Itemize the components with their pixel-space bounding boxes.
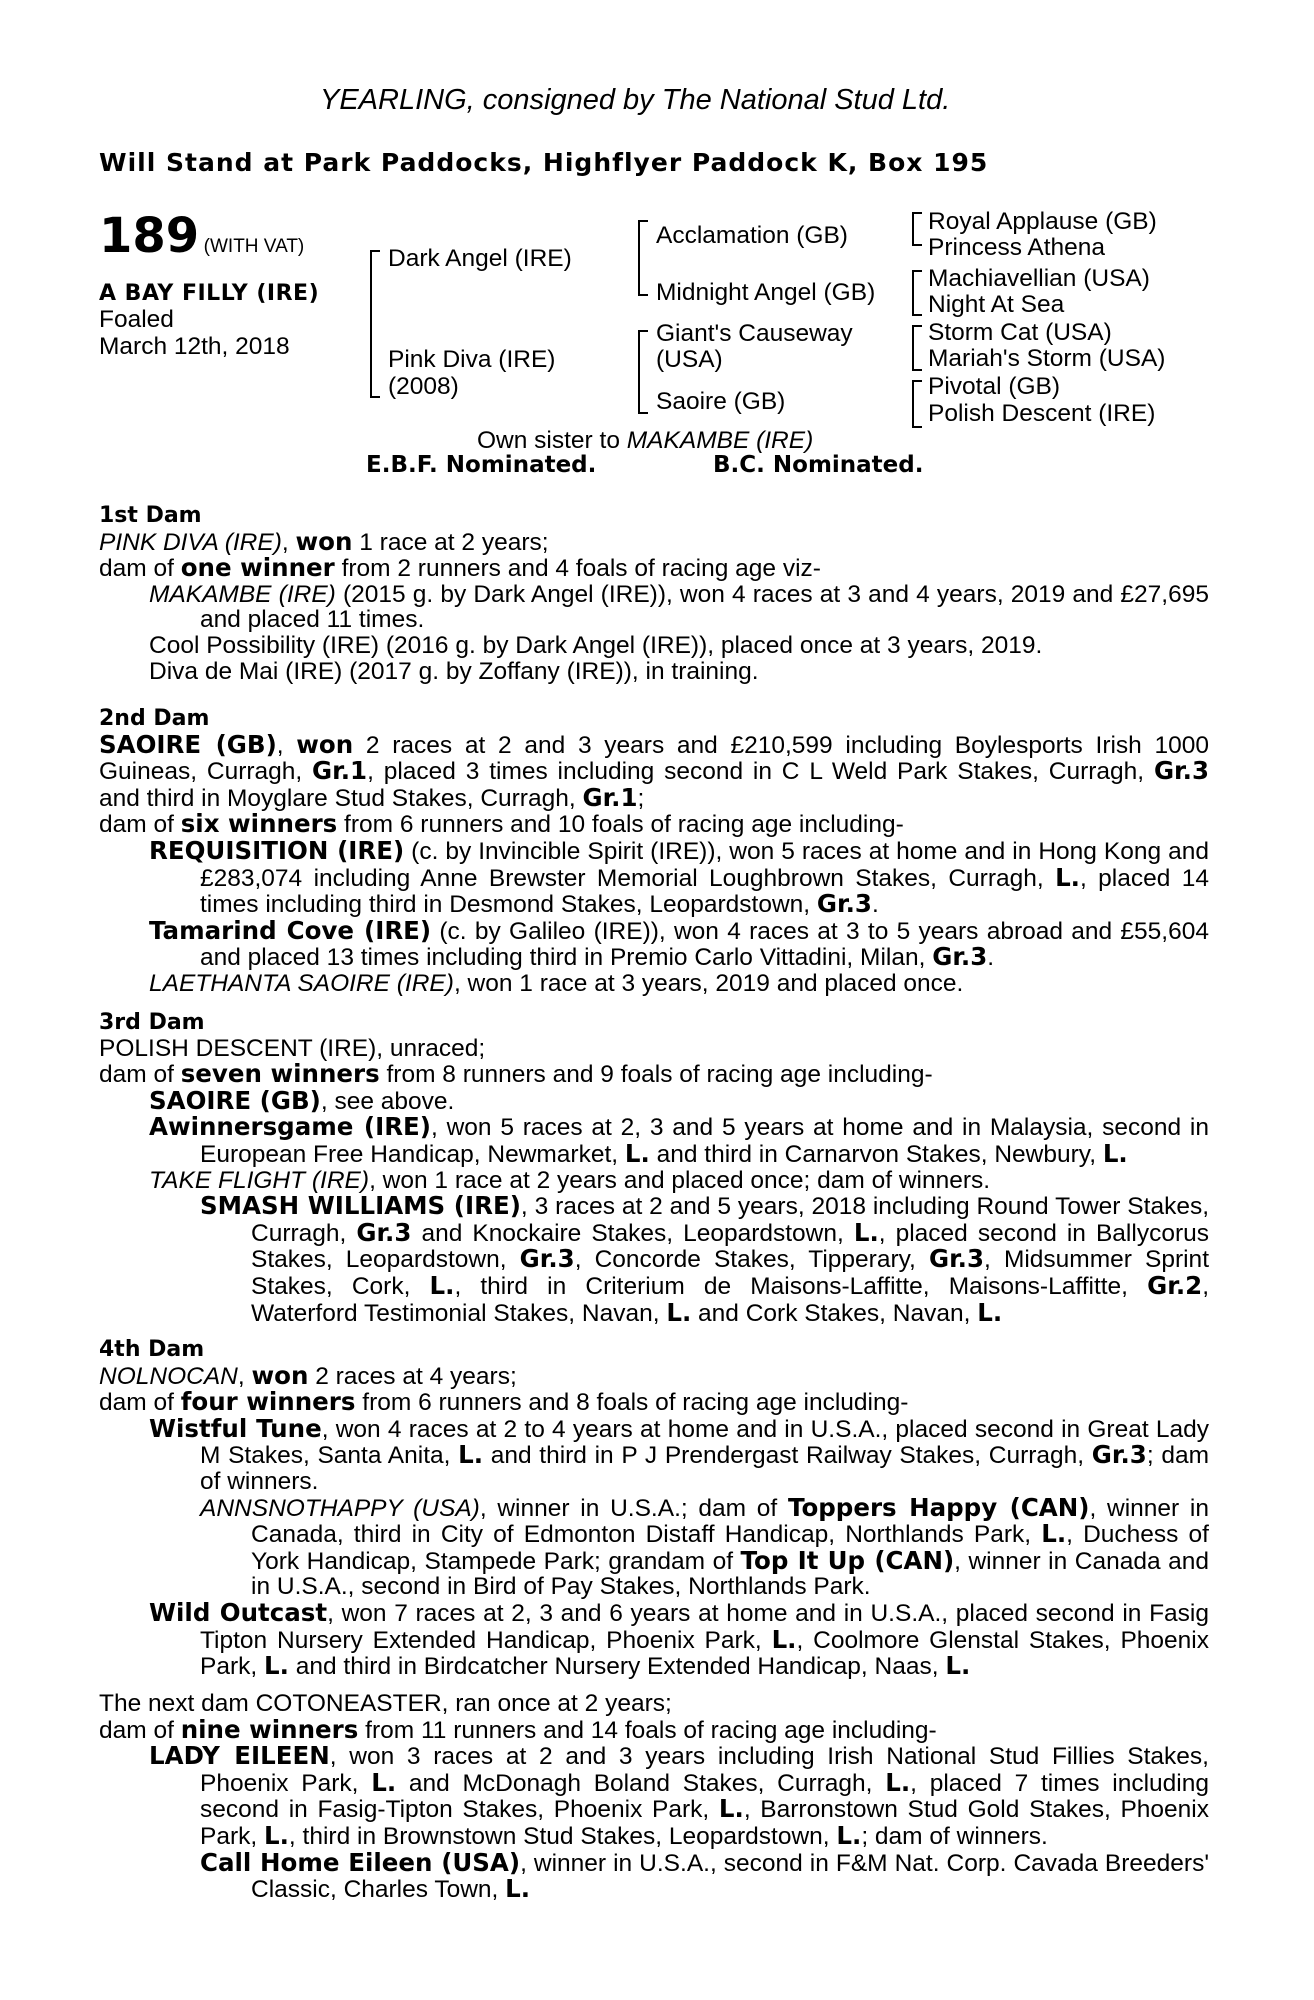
- third-dam-section: [99, 1010, 1209, 1326]
- sire: Dark Angel (IRE): [388, 245, 572, 272]
- pedigree-brace-main: [370, 250, 380, 398]
- ped-ddd: Polish Descent (IRE): [928, 400, 1156, 427]
- dam-record: SAOIRE (GB), won 2 races at 2 and 3 years and £210,599 including Boylesports Irish 1000 Guineas, Curragh, Gr.1, placed 3 times including second in C L Weld Park Stakes, Curragh, Gr.3 and third in Moyglare Stud Stakes, Curragh, Gr.1;: [99, 729, 1210, 812]
- ped-sdd: Night At Sea: [928, 291, 1065, 318]
- own-sister-note: Own sister to MAKAMBE (IRE): [477, 427, 814, 454]
- sire-sire: Acclamation (GB): [656, 222, 848, 249]
- grandproduce-entry: Call Home Eileen (USA), winner in U.S.A., second in F&M Nat. Corp. Cavada Breeders' Classic, Charles Town, L.: [200, 1847, 1209, 1904]
- dam-record: The next dam COTONEASTER, ran once at 2 years;: [99, 1690, 672, 1717]
- ped-dsd: Mariah's Storm (USA): [928, 345, 1166, 372]
- sire-dam: Midnight Angel (GB): [656, 279, 876, 306]
- produce-summary: dam of six winners from 6 runners and 10 foals of racing age including-: [99, 809, 904, 839]
- ped-sss: Royal Applause (GB): [928, 208, 1157, 235]
- dam-year: (2008): [388, 373, 459, 400]
- produce-entry: Wild Outcast, won 7 races at 2, 3 and 6 years at home and in U.S.A., placed second in Fasig Tipton Nursery Extended Handicap, Phoenix Park, L., Coolmore Glenstal Stakes, Phoenix Park, L. and third in Birdcatcher Nursery Extended Handicap, Naas, L.: [149, 1597, 1209, 1681]
- pedigree-brace-2: [912, 270, 922, 316]
- produce-entry: SAOIRE (GB), see above.: [149, 1085, 455, 1115]
- first-dam-section: [99, 503, 1209, 684]
- produce-entry: LADY EILEEN, won 3 races at 2 and 3 years including Irish National Stud Fillies Stakes, Phoenix Park, L. and McDonagh Boland Stakes, Curragh, L., placed 7 times including second in Fasig-Tipton Stakes, Phoenix Park, L., Barronstown Stud Gold Stakes, Phoenix Park, L., third in Brownstown Stud Stakes, Leopardstown, L.; dam of winners.: [149, 1741, 1209, 1850]
- next-dam-section: [99, 1691, 1209, 1903]
- produce-entry: Cool Possibility (IRE) (2016 g. by Dark Angel (IRE)), placed once at 3 years, 2019.: [149, 631, 1043, 659]
- section-heading: 2nd Dam: [99, 706, 210, 731]
- produce-entry: LAETHANTA SAOIRE (IRE), won 1 race at 3 years, 2019 and placed once.: [149, 969, 964, 997]
- fourth-dam-section: [99, 1337, 1209, 1680]
- produce-entry: TAKE FLIGHT (IRE), won 1 race at 2 years and placed once; dam of winners.: [149, 1166, 991, 1194]
- consignor-line: YEARLING, consigned by The National Stud Ltd.: [320, 84, 951, 116]
- produce-summary: dam of seven winners from 8 runners and 9 foals of racing age including-: [99, 1059, 933, 1089]
- section-heading: 1st Dam: [99, 503, 202, 528]
- produce-entry: REQUISITION (IRE) (c. by Invincible Spirit (IRE)), won 5 races at home and in Hong Kong and £283,074 including Anne Brewster Memorial Loughbrown Stakes, Curragh, L., placed 14 times including third in Desmond Stakes, Leopardstown, Gr.3.: [149, 835, 1209, 919]
- section-heading: 4th Dam: [99, 1337, 205, 1362]
- produce-entry: Tamarind Cove (IRE) (c. by Galileo (IRE)), won 4 races at 3 to 5 years abroad and £55,604 and placed 13 times including third in Premio Carlo Vittadini, Milan, Gr.3.: [149, 915, 1209, 972]
- ped-ssd: Princess Athena: [928, 234, 1106, 261]
- dam-name: Pink Diva (IRE): [388, 346, 556, 373]
- dam-record: NOLNOCAN, won 2 races at 4 years;: [99, 1360, 517, 1390]
- grandproduce-entry: SMASH WILLIAMS (IRE), 3 races at 2 and 5 years, 2018 including Round Tower Stakes, Curragh, Gr.3 and Knockaire Stakes, Leopardstown, L., placed second in Ballycorus Stakes, Leopardstown, Gr.3, Concorde Stakes, Tipperary, Gr.3, Midsummer Sprint Stakes, Cork, L., third in Criterium de Maisons-Laffitte, Maisons-Laffitte, Gr.2, Waterford Testimonial Stakes, Navan, L. and Cork Stakes, Navan, L.: [200, 1191, 1209, 1327]
- pedigree-brace-4: [912, 380, 922, 428]
- dam-record: PINK DIVA (IRE), won 1 race at 2 years;: [99, 526, 549, 556]
- stand-location: Will Stand at Park Paddocks, Highflyer Paddock K, Box 195: [99, 148, 989, 177]
- lot-number-block: [99, 208, 304, 264]
- section-heading: 3rd Dam: [99, 1010, 205, 1035]
- produce-summary: dam of four winners from 6 runners and 8 foals of racing age including-: [99, 1387, 909, 1417]
- produce-entry: Diva de Mai (IRE) (2017 g. by Zoffany (IRE)), in training.: [149, 657, 759, 685]
- pedigree-brace-3: [912, 325, 922, 371]
- produce-summary: dam of nine winners from 11 runners and 14 foals of racing age including-: [99, 1714, 937, 1744]
- produce-summary: dam of one winner from 2 runners and 4 foals of racing age viz-: [99, 553, 821, 583]
- foaled-date: March 12th, 2018: [99, 333, 290, 360]
- dam-sire-line2: (USA): [656, 346, 723, 373]
- foaled-label: Foaled: [99, 306, 174, 333]
- second-dam-section: [99, 706, 1209, 997]
- dam-dam: Saoire (GB): [656, 388, 786, 415]
- pedigree-brace-dam: [638, 330, 648, 414]
- ped-dds: Pivotal (GB): [928, 373, 1061, 400]
- produce-entry: Awinnersgame (IRE), won 5 races at 2, 3 and 5 years at home and in Malaysia, second in European Free Handicap, Newmarket, L. and third in Carnarvon Stakes, Newbury, L.: [149, 1112, 1209, 1168]
- lot-number: 189: [99, 208, 200, 264]
- pedigree-brace-1: [912, 212, 922, 246]
- grandproduce-entry: ANNSNOTHAPPY (USA), winner in U.S.A.; dam of Toppers Happy (CAN), winner in Canada, third in City of Edmonton Distaff Handicap, Northlands Park, L., Duchess of York Handicap, Stampede Park; grandam of Top It Up (CAN), winner in Canada and in U.S.A., second in Bird of Pay Stakes, Northlands Park.: [200, 1492, 1209, 1601]
- ped-sds: Machiavellian (USA): [928, 265, 1150, 292]
- produce-entry: Wistful Tune, won 4 races at 2 to 4 years at home and in U.S.A., placed second in Great Lady M Stakes, Santa Anita, L. and third in P J Prendergast Railway Stakes, Curragh, Gr.3; dam of winners.: [149, 1413, 1209, 1495]
- lot-description: A BAY FILLY (IRE): [99, 281, 320, 306]
- dam-sire-line1: Giant's Causeway: [656, 320, 853, 347]
- ped-dss: Storm Cat (USA): [928, 319, 1112, 346]
- bc-nominated: B.C. Nominated.: [713, 452, 924, 478]
- dam-record: POLISH DESCENT (IRE), unraced;: [99, 1034, 486, 1062]
- ebf-nominated: E.B.F. Nominated.: [366, 452, 597, 478]
- vat-label: (WITH VAT): [203, 236, 305, 257]
- produce-entry: MAKAMBE (IRE) (2015 g. by Dark Angel (IRE)), won 4 races at 3 and 4 years, 2019 and £27,695 and placed 11 times.: [149, 580, 1209, 634]
- pedigree-brace-sire: [638, 220, 648, 296]
